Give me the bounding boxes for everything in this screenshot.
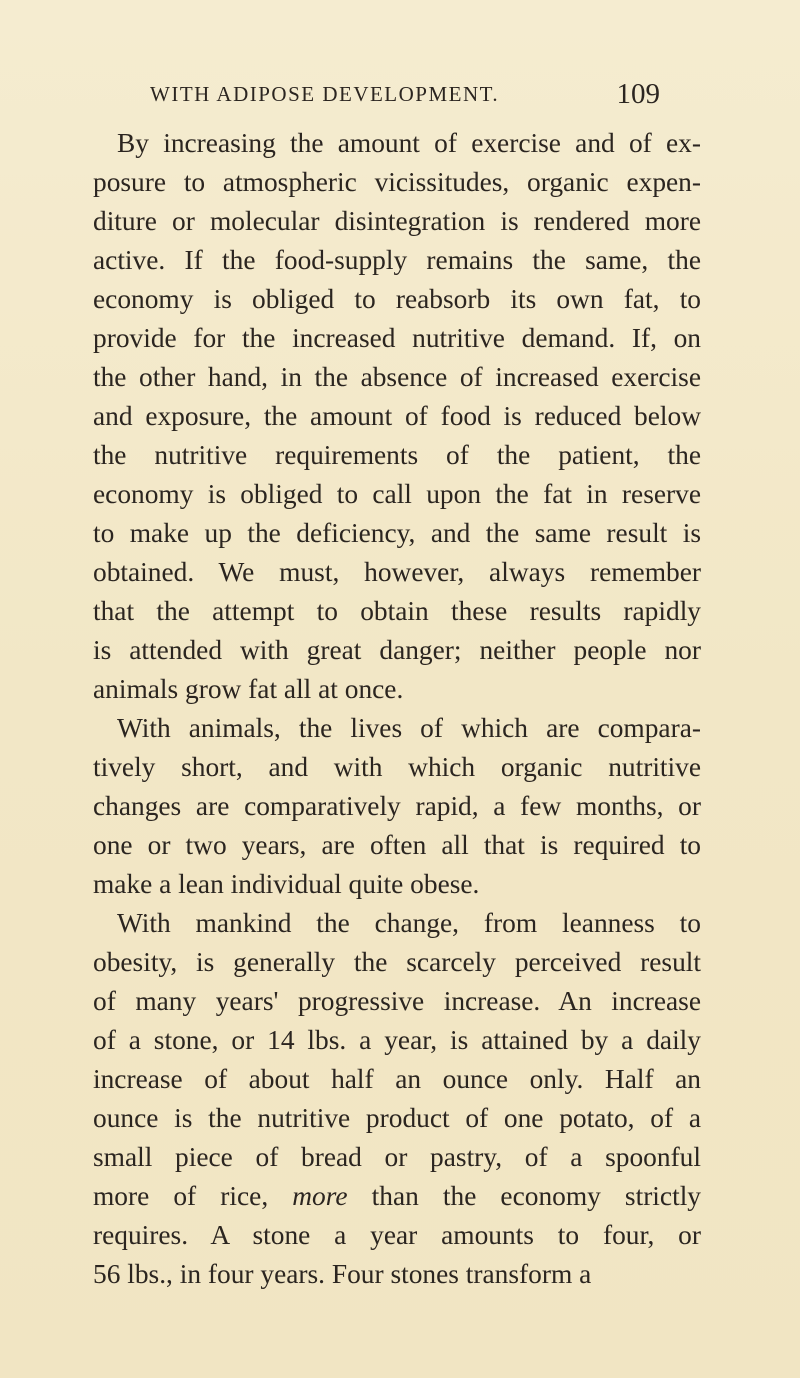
text-line: small piece of bread or pastry, of a spoonful (93, 1142, 701, 1172)
italic-word: more (292, 1181, 348, 1211)
text-line: increase of about half an ounce only. Half an (93, 1064, 701, 1094)
text-line: posure to atmospheric vicissitudes, organic expen- (93, 167, 701, 197)
paragraph-2 (93, 709, 701, 904)
text-line: requires. A stone a year amounts to four, or (93, 1220, 701, 1250)
text-line-with-italic (93, 1177, 701, 1216)
page-header (150, 78, 660, 114)
text-line: of many years' progressive increase. An increase (93, 986, 701, 1016)
text-line: the other hand, in the absence of increased exercise (93, 362, 701, 392)
text-line: the nutritive requirements of the patient, the (93, 440, 701, 470)
text-line: By increasing the amount of exercise and of ex- (117, 128, 701, 158)
running-head: WITH ADIPOSE DEVELOPMENT. (150, 82, 500, 106)
paragraph-3 (93, 904, 701, 1294)
text-fragment: than the economy strictly (371, 1181, 701, 1211)
body-text (93, 124, 701, 1294)
text-line: of a stone, or 14 lbs. a year, is attained by a daily (93, 1025, 701, 1055)
paragraph-1 (93, 124, 701, 709)
text-line: tively short, and with which organic nutritive (93, 752, 701, 782)
text-line: one or two years, are often all that is required to (93, 830, 701, 860)
text-line: With animals, the lives of which are compara- (117, 713, 701, 743)
text-line: active. If the food-supply remains the same, the (93, 245, 701, 275)
text-line: obesity, is generally the scarcely perceived result (93, 947, 701, 977)
text-line: changes are comparatively rapid, a few months, or (93, 791, 701, 821)
page-number: 109 (616, 78, 660, 110)
text-line: is attended with great danger; neither people nor (93, 635, 701, 665)
text-line: make a lean individual quite obese. (93, 869, 480, 899)
text-fragment: more of rice, (93, 1181, 269, 1211)
text-line: With mankind the change, from leanness to (117, 908, 701, 938)
text-line: 56 lbs., in four years. Four stones transform a (93, 1259, 592, 1289)
text-line: to make up the deficiency, and the same result is (93, 518, 701, 548)
text-line: animals grow fat all at once. (93, 674, 404, 704)
text-line: diture or molecular disintegration is rendered more (93, 206, 701, 236)
text-line: economy is obliged to reabsorb its own fat, to (93, 284, 701, 314)
text-line: provide for the increased nutritive demand. If, on (93, 323, 701, 353)
text-line: and exposure, the amount of food is reduced below (93, 401, 701, 431)
text-line: that the attempt to obtain these results rapidly (93, 596, 701, 626)
text-line: economy is obliged to call upon the fat in reserve (93, 479, 701, 509)
text-line: obtained. We must, however, always remember (93, 557, 701, 587)
text-line: ounce is the nutritive product of one potato, of a (93, 1103, 701, 1133)
